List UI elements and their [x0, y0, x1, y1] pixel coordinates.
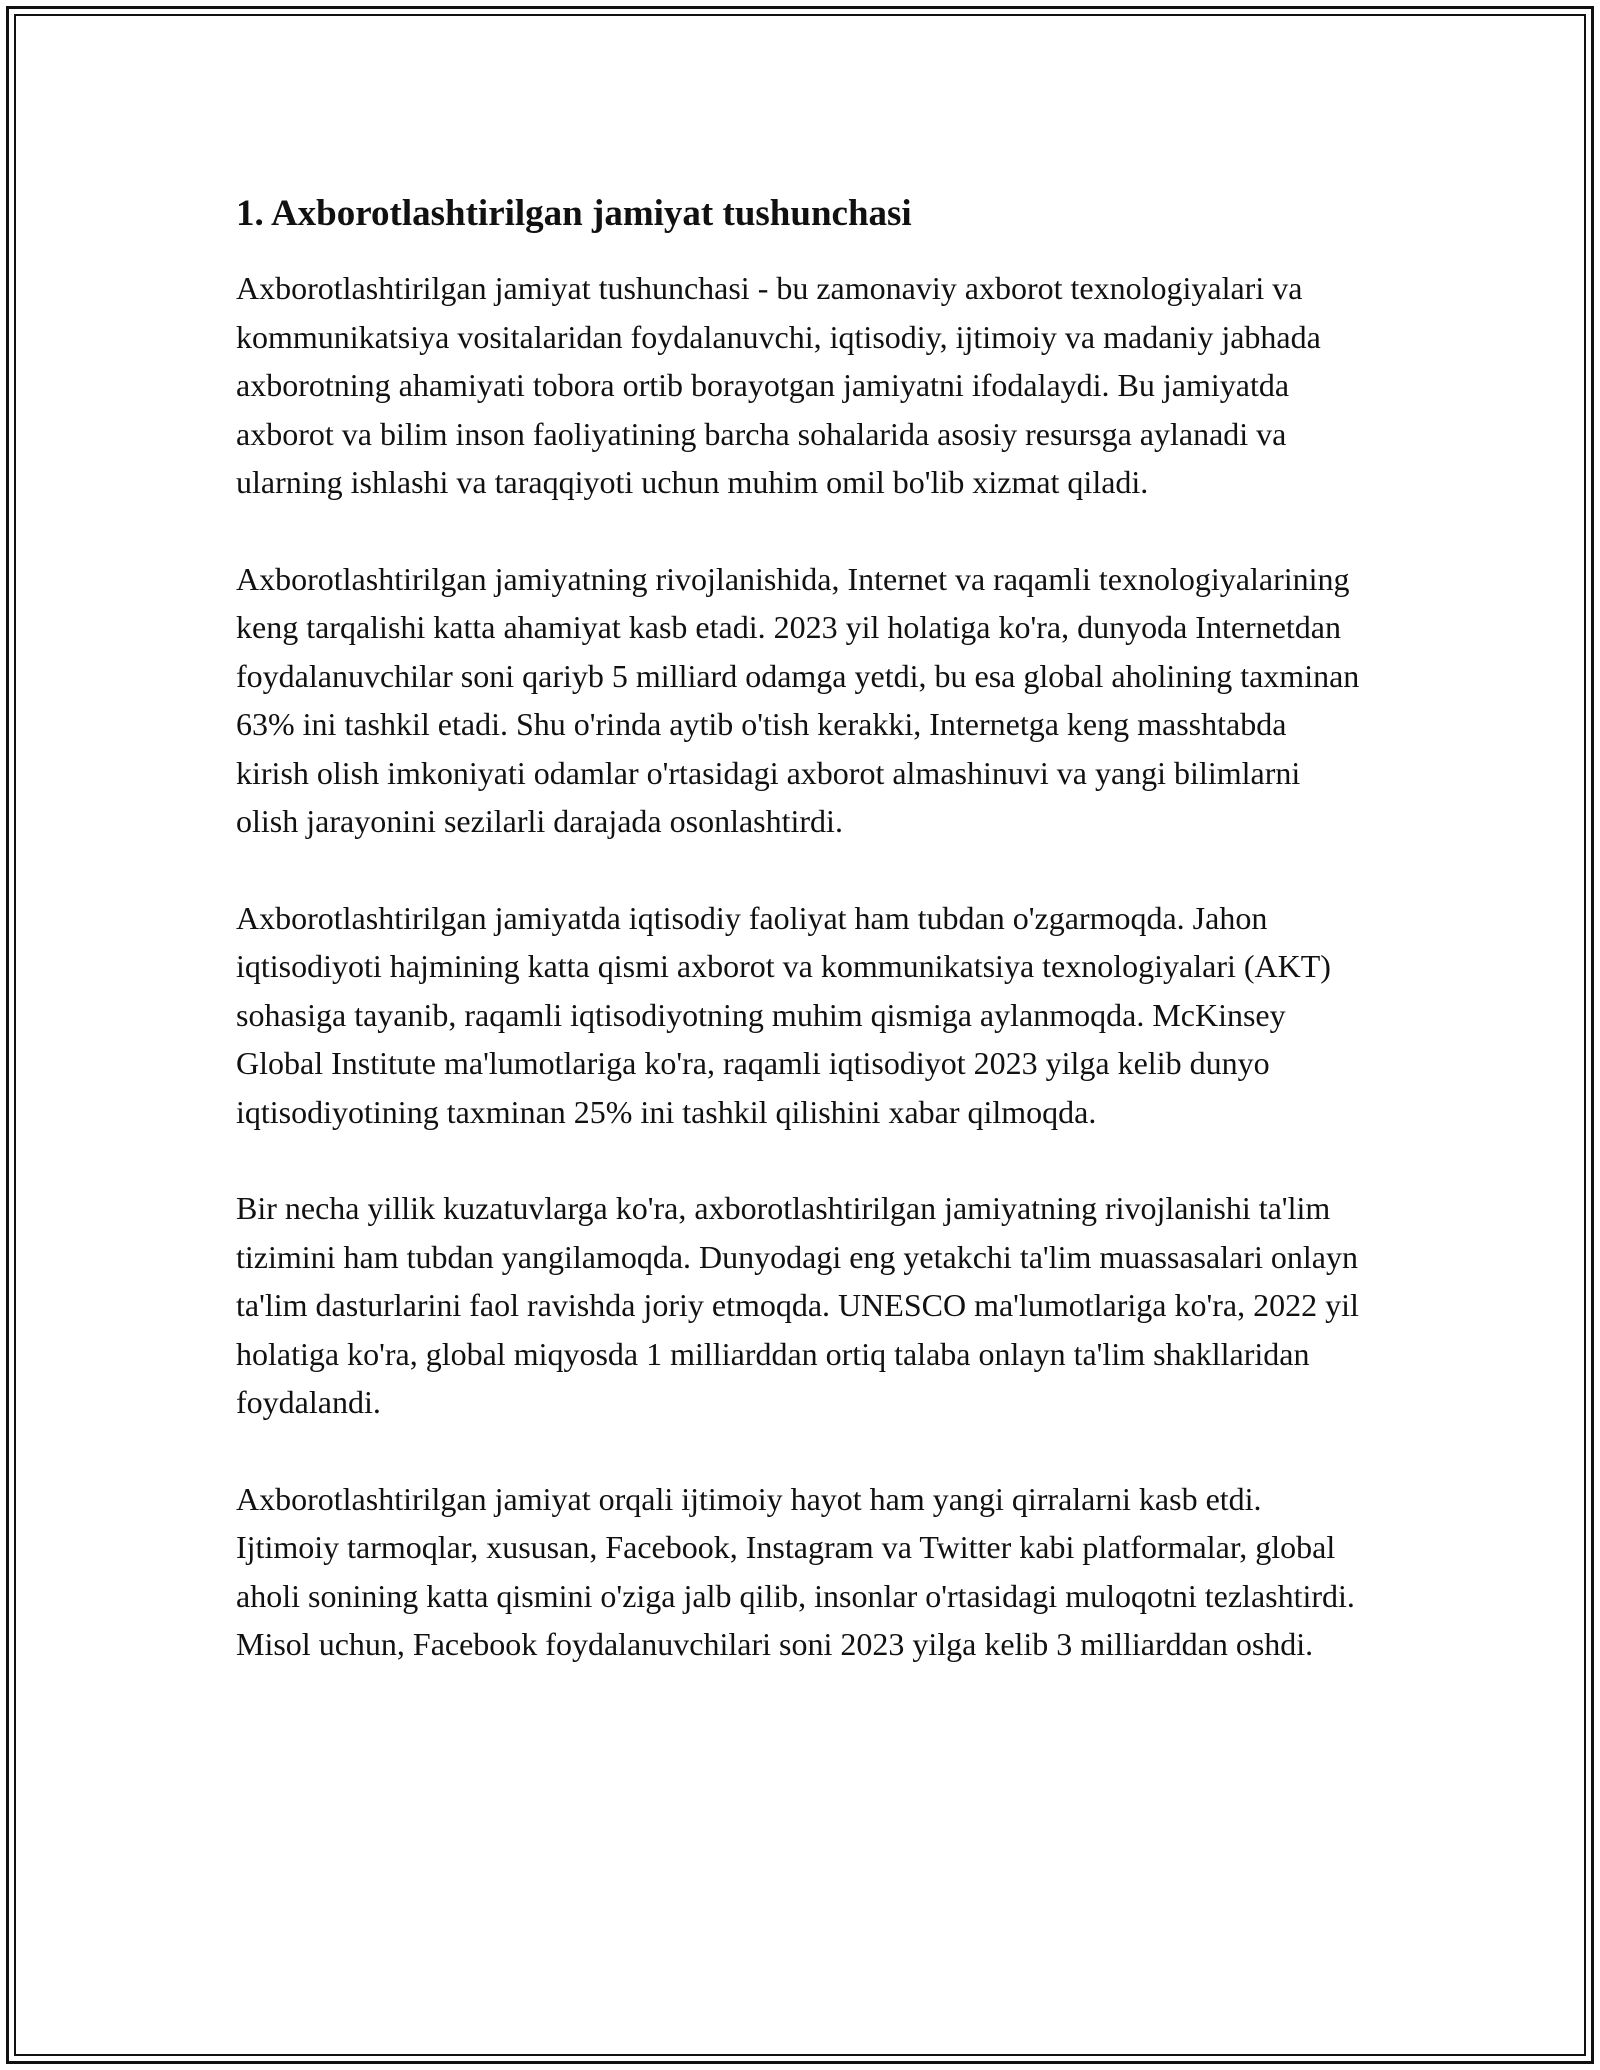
- paragraph-definition: Axborotlashtirilgan jamiyat tushunchasi - bu zamonaviy axborot texnologiyalari va kommunikatsiya vositalaridan foydalanuvchi, iqtisodiy, ijtimoiy va madaniy jabhada axborotning ahamiyati tobora ortib borayotgan jamiyatni ifodalaydi. Bu jamiyatda axborot va bilim inson faoliyatining barcha sohalarida asosiy resursga aylanadi va ularning ishlashi va taraqqiyoti uchun muhim omil bo'lib xizmat qiladi.: [236, 270, 1321, 500]
- paragraph-social-life: Axborotlashtirilgan jamiyat orqali ijtimoiy hayot ham yangi qirralarni kasb etdi. Ijtimoiy tarmoqlar, xususan, Facebook, Instagram va Twitter kabi platformalar, global aholi sonining katta qismini o'ziga jalb qilib, insonlar o'rtasidagi muloqotni tezlashtirdi. Misol uchun, Facebook foydalanuvchilari soni 2023 yilga kelib 3 milliarddan oshdi.: [236, 1480, 1355, 1662]
- paragraph-education: Bir necha yillik kuzatuvlarga ko'ra, axborotlashtirilgan jamiyatning rivojlanishi ta'lim tizimini ham tubdan yangilamoqda. Dunyodagi eng yetakchi ta'lim muassasalari onlayn ta'lim dasturlarini faol ravishda joriy etmoqda. UNESCO ma'lumotlariga ko'ra, 2022 yil holatiga ko'ra, global miqyosda 1 milliarddan ortiq talaba onlayn ta'lim shakllaridan foydalandi.: [236, 1190, 1359, 1420]
- section-heading: 1. Axborotlashtirilgan jamiyat tushunchasi: [236, 193, 912, 234]
- paragraph-economy: Axborotlashtirilgan jamiyatda iqtisodiy faoliyat ham tubdan o'zgarmoqda. Jahon iqtisodiyoti hajmining katta qismi axborot va kommunikatsiya texnologiyalari (AKT) sohasiga tayanib, raqamli iqtisodiyotning muhim qismiga aylanmoqda. McKinsey Global Institute ma'lumotlariga ko'ra, raqamli iqtisodiyot 2023 yilga kelib dunyo iqtisodiyotining taxminan 25% ini tashkil qilishini xabar qilmoqda.: [236, 899, 1331, 1130]
- paragraph-internet: Axborotlashtirilgan jamiyatning rivojlanishida, Internet va raqamli texnologiyalarining keng tarqalishi katta ahamiyat kasb etadi. 2023 yil holatiga ko'ra, dunyoda Internetdan foydalanuvchilar soni qariyb 5 milliard odamga yetdi, bu esa global aholining taxminan 63% ini tashkil etadi. Shu o'rinda aytib o'tish kerakki, Internetga keng masshtabda kirish olish imkoniyati odamlar o'rtasidagi axborot almashinuvi va yangi bilimlarni olish jarayonini sezilarli darajada osonlashtirdi.: [236, 560, 1360, 839]
- document-body: [236, 186, 1366, 1717]
